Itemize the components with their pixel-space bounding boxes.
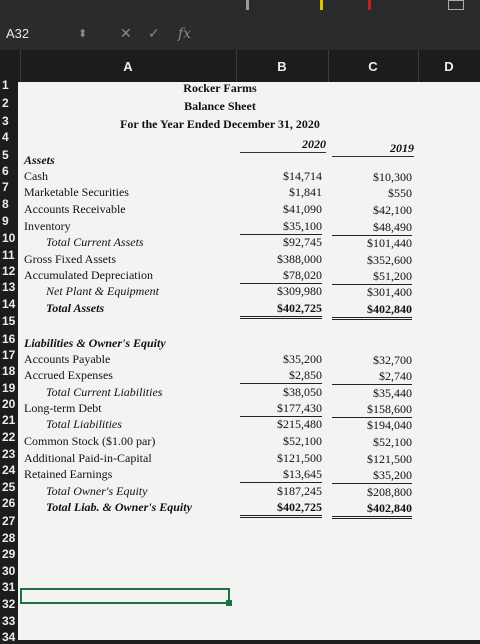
value-2020: $14,714 <box>283 169 322 183</box>
row-header[interactable]: 18 <box>2 364 16 378</box>
value-2019: $35,200 <box>332 467 412 484</box>
ribbon-strip <box>0 0 480 16</box>
year-header-2020: 2020 <box>240 136 326 153</box>
value-2020: $38,050 <box>283 385 322 399</box>
line-label: Marketable Securities <box>24 185 129 199</box>
row-header[interactable]: 14 <box>2 297 16 311</box>
value-2020: $2,850 <box>240 367 322 384</box>
value-2020: $52,100 <box>283 434 322 448</box>
value-2020: $41,090 <box>283 202 322 216</box>
enter-check-icon[interactable]: ✓ <box>148 26 160 42</box>
formula-input[interactable] <box>210 26 480 46</box>
value-2019: $352,600 <box>367 253 412 267</box>
row-header[interactable]: 20 <box>2 397 16 411</box>
line-label: Common Stock ($1.00 par) <box>24 434 156 448</box>
row-header[interactable]: 21 <box>2 413 16 427</box>
value-2019: $42,100 <box>373 203 412 217</box>
line-label: Total Liab. & Owner's Equity <box>46 500 192 514</box>
value-2020: $402,725 <box>240 300 322 319</box>
value-2019: $402,840 <box>332 301 412 320</box>
row-header[interactable]: 23 <box>2 447 16 461</box>
value-2020: $92,745 <box>283 235 322 249</box>
line-label: Total Liabilities <box>46 417 122 431</box>
row-header[interactable]: 34 <box>2 630 16 644</box>
line-label: Total Assets <box>46 301 105 315</box>
value-2019: $301,400 <box>367 285 412 299</box>
row-header[interactable]: 28 <box>2 531 16 545</box>
selected-cell-a32[interactable] <box>20 588 230 604</box>
value-2020: $121,500 <box>277 451 322 465</box>
value-2020: $35,100 <box>240 218 322 235</box>
row-header[interactable]: 9 <box>2 214 9 228</box>
column-headers <box>0 50 480 82</box>
align-icon[interactable] <box>448 0 464 10</box>
line-label: Accounts Payable <box>24 352 111 366</box>
value-2019: $32,700 <box>373 353 412 367</box>
value-2019: $10,300 <box>373 170 412 184</box>
line-label: Additional Paid-in-Capital <box>24 451 152 465</box>
font-color-icon[interactable] <box>368 0 371 10</box>
row-header[interactable]: 13 <box>2 280 16 294</box>
row-header[interactable]: 1 <box>2 78 9 92</box>
value-2020: $78,020 <box>240 267 322 284</box>
line-label: Accrued Expenses <box>24 368 113 382</box>
column-header-a[interactable]: A <box>20 50 237 82</box>
value-2019: $51,200 <box>332 268 412 285</box>
year-header-2019: 2019 <box>332 140 414 157</box>
value-2020: $1,841 <box>289 185 322 199</box>
value-2020: $402,725 <box>240 499 322 518</box>
line-label: Accounts Receivable <box>24 202 126 216</box>
value-2019: $550 <box>388 186 412 200</box>
row-header[interactable]: 7 <box>2 180 9 194</box>
line-label: Assets <box>24 153 55 167</box>
statement-title: Balance Sheet <box>184 99 256 113</box>
row-header[interactable]: 12 <box>2 264 16 278</box>
row-header[interactable]: 10 <box>2 231 16 245</box>
row-header[interactable]: 31 <box>2 580 16 594</box>
row-header[interactable]: 5 <box>2 148 9 162</box>
value-2019: $52,100 <box>373 435 412 449</box>
row-header[interactable]: 30 <box>2 564 16 578</box>
statement-period: For the Year Ended December 31, 2020 <box>120 117 320 131</box>
formula-bar <box>0 16 480 50</box>
line-label: Inventory <box>24 219 71 233</box>
value-2019: $121,500 <box>367 452 412 466</box>
value-2020: $35,200 <box>283 352 322 366</box>
value-2019: $402,840 <box>332 500 412 519</box>
row-header[interactable]: 16 <box>2 332 16 346</box>
row-header[interactable]: 33 <box>2 614 16 628</box>
row-header[interactable]: 26 <box>2 496 16 510</box>
value-2019: $2,740 <box>332 368 412 385</box>
value-2019: $158,600 <box>332 401 412 418</box>
line-label: Accumulated Depreciation <box>24 268 153 282</box>
row-header[interactable]: 29 <box>2 547 16 561</box>
line-label: Cash <box>24 169 48 183</box>
row-headers <box>0 78 18 644</box>
value-2019: $208,800 <box>367 485 412 499</box>
value-2020: $13,645 <box>240 466 322 483</box>
column-header-d[interactable]: D <box>418 50 480 82</box>
line-label: Total Current Liabilities <box>46 385 163 399</box>
line-label: Net Plant & Equipment <box>46 284 159 298</box>
row-header[interactable]: 19 <box>2 381 16 395</box>
value-2020: $177,430 <box>240 400 322 417</box>
value-2019: $48,490 <box>332 219 412 236</box>
row-header[interactable]: 32 <box>2 597 16 611</box>
row-header[interactable]: 22 <box>2 430 16 444</box>
value-2019: $101,440 <box>367 236 412 250</box>
row-header[interactable]: 6 <box>2 164 9 178</box>
value-2020: $187,245 <box>277 484 322 498</box>
highlight-color-icon[interactable] <box>320 0 323 10</box>
line-label: Gross Fixed Assets <box>24 252 117 266</box>
row-header[interactable]: 2 <box>2 96 9 110</box>
company-name: Rocker Farms <box>183 81 257 95</box>
value-2019: $194,040 <box>367 418 412 432</box>
value-2020: $309,980 <box>277 284 322 298</box>
row-header[interactable]: 11 <box>2 248 15 262</box>
row-header[interactable]: 27 <box>2 514 16 528</box>
function-icon[interactable]: fx <box>178 26 192 42</box>
line-label: Total Current Assets <box>46 235 144 249</box>
line-label: Total Owner's Equity <box>46 484 148 498</box>
row-header[interactable]: 8 <box>2 197 9 211</box>
row-header[interactable]: 3 <box>2 114 9 128</box>
worksheet[interactable] <box>0 50 480 644</box>
line-label: Long-term Debt <box>24 401 102 415</box>
row-header[interactable]: 4 <box>2 130 9 144</box>
line-label: Retained Earnings <box>24 467 113 481</box>
value-2020: $215,480 <box>277 417 322 431</box>
row-header[interactable]: 15 <box>2 314 16 328</box>
value-2019: $35,440 <box>373 386 412 400</box>
toolbar-icon[interactable] <box>246 0 249 10</box>
name-box[interactable]: A32 <box>6 26 30 41</box>
value-2020: $388,000 <box>277 252 322 266</box>
up-down-arrows-icon[interactable]: ⬍ <box>78 27 88 40</box>
column-header-c[interactable]: C <box>328 50 419 82</box>
column-header-b[interactable]: B <box>236 50 329 82</box>
line-label: Liabilities & Owner's Equity <box>24 336 166 350</box>
fill-handle[interactable] <box>226 600 232 606</box>
cancel-x-icon[interactable]: ✕ <box>120 26 132 42</box>
row-header[interactable]: 17 <box>2 348 16 362</box>
row-header[interactable]: 25 <box>2 480 16 494</box>
row-header[interactable]: 24 <box>2 463 16 477</box>
